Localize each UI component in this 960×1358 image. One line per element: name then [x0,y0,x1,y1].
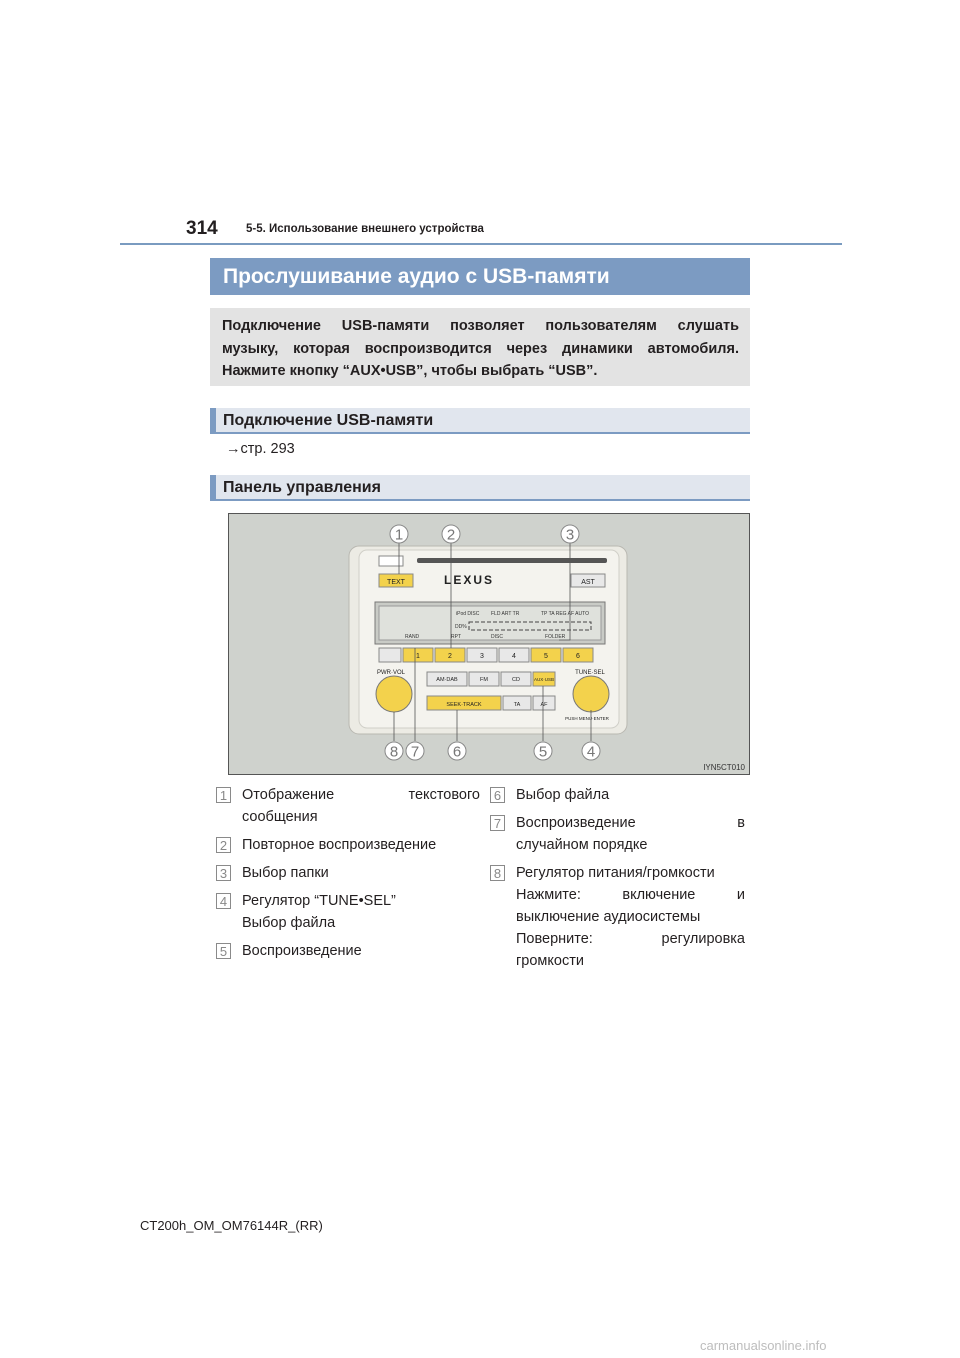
callout-7: 7 [410,743,420,761]
item-text: сообщения [242,809,318,825]
intro-line: Подключение USB-памяти позволяет пользователям слушать [222,318,739,334]
callout-2: 2 [446,526,456,544]
tune-sel-label: TUNE·SEL [575,670,605,676]
page-number: 314 [186,218,218,239]
callout-6: 6 [452,743,462,761]
display-pct: DD% [455,624,467,630]
svg-text:3: 3 [219,866,228,881]
preset-label: 1 [416,653,420,660]
watermark: carmanualsonline.info [700,1338,827,1353]
callout-4: 4 [586,743,596,761]
number-badge-icon [216,837,231,853]
preset-label: 3 [480,653,484,660]
item-text: Воспроизведение [516,815,636,831]
display-rand: RAND [405,634,420,640]
display-folder: FOLDER [545,634,566,640]
source-label: AM·DAB [436,677,458,683]
display-ipod: iPod DISC [456,611,480,617]
item-text: громкости [516,953,584,969]
preset-label: 5 [544,653,548,660]
intro-line: музыку, которая воспроизводится через динамики автомобиля. [222,340,739,357]
page-title: Прослушивание аудио с USB-памяти [210,258,750,295]
item-text: Повторное воспроизведение [242,837,437,853]
control-panel-figure [228,513,750,775]
source-label: CD [512,677,520,683]
item-text: случайном порядке [516,837,648,853]
af-label: AF [540,702,548,708]
brand-logo: LEXUS [443,573,495,587]
callout-3: 3 [565,526,575,544]
ast-button-label: AST [581,579,595,586]
number-badge-icon [216,787,231,803]
svg-text:5: 5 [219,944,228,959]
item-text: Выбор файла [242,915,336,931]
number-badge-icon [216,943,231,959]
display-disc: DISC [491,634,503,640]
item-text: в [737,815,745,831]
item-text: Выбор файла [516,787,610,803]
item-text: Регулятор питания/громкости [516,865,715,881]
subsection-connect: Подключение USB-памяти [210,408,750,434]
page-reference: →стр. 293 [226,441,295,457]
footer-code: CT200h_OM_OM76144R_(RR) [140,1218,323,1233]
svg-text:8: 8 [493,866,502,881]
item-text: Поверните: [516,931,593,947]
callout-8: 8 [389,743,399,761]
header-rule [120,243,842,245]
item-text: текстового [408,787,480,803]
section-title: 5-5. Использование внешнего устройства [246,223,484,235]
preset-label: 2 [448,653,452,660]
item-text: регулировка [661,931,745,947]
intro-line: Нажмите кнопку “AUX•USB”, чтобы выбрать “USB”. [222,363,598,379]
preset-label: 4 [512,653,516,660]
item-text: Воспроизведение [242,943,362,959]
svg-text:6: 6 [493,788,502,803]
subsection-panel: Панель управления [210,475,750,501]
display-rpt: RPT [451,634,461,640]
source-label: FM [480,677,488,683]
item-text: Нажмите: [516,887,581,903]
callout-5: 5 [538,743,548,761]
preset-label: 6 [576,653,580,660]
svg-text:1: 1 [219,788,228,803]
svg-text:7: 7 [493,816,502,831]
number-badge-icon [216,865,231,881]
text-button-label: TEXT [387,579,405,586]
item-text: включение [622,887,696,903]
svg-text:2: 2 [219,838,228,853]
figure-code: IYN5CT010 [703,763,745,772]
push-enter-label: PUSH MENU·ENTER [565,716,609,721]
item-text: выключение аудиосистемы [516,909,701,925]
svg-text:4: 4 [219,894,228,909]
ta-label: TA [513,702,521,708]
item-text: Отображение [242,787,335,803]
display-tp: TP TA REG AF AUTO [541,611,589,617]
item-text: Регулятор “TUNE•SEL” [242,893,396,909]
callout-1: 1 [394,526,404,544]
number-badge-icon [216,893,231,909]
display-fld: FLD ART TR [491,611,520,617]
source-label: AUX·USB [533,677,555,682]
pwr-vol-label: PWR·VOL [376,670,406,676]
item-text: Выбор папки [242,865,329,881]
number-badge-icon [490,815,505,831]
item-text: и [736,887,745,903]
seek-track-label: SEEK·TRACK [446,702,482,708]
intro-box [210,308,750,386]
number-badge-icon [490,787,505,803]
number-badge-icon [490,865,505,881]
control-panel-illustration [229,514,750,775]
